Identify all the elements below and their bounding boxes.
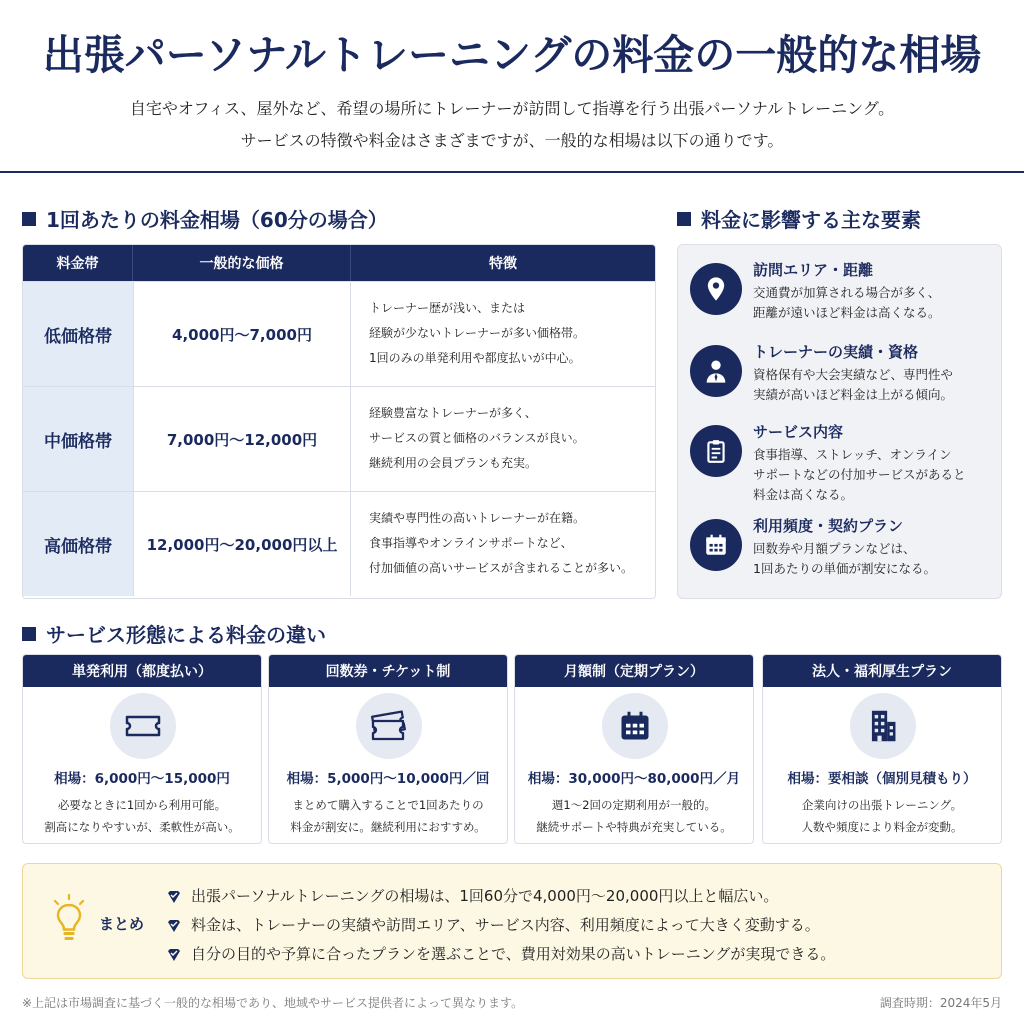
service-section-title: サービス形態による料金の違い	[46, 623, 326, 647]
features-cell	[351, 282, 655, 386]
calendar-icon	[602, 693, 668, 759]
price-section-heading	[22, 204, 388, 233]
feature-line: 食事指導やオンラインサポートなど、	[369, 536, 573, 550]
card-description	[23, 794, 261, 838]
footer-note: ※上記は市場調査に基づく一般的な相場であり、地域やサービス提供者によって異なります。	[22, 996, 524, 1010]
header-divider	[0, 171, 1024, 173]
card-line: まとめて購入することで1回あたりの	[292, 798, 484, 812]
factor-line: 料金は高くなる。	[753, 487, 854, 502]
feature-line: 付加価値の高いサービスが含まれることが多い。	[369, 561, 634, 575]
factor-line: 交通費が加算される場合が多く、	[753, 285, 941, 300]
lightbulb-icon	[51, 894, 87, 950]
column-header: 一般的な価格	[133, 245, 351, 281]
feature-line: 経験豊富なトレーナーが多く、	[369, 406, 537, 420]
factor-line: 回数券や月額プランなどは、	[753, 541, 916, 556]
price-section-title: 1回あたりの料金相場（60分の場合）	[46, 208, 388, 232]
card-line: 企業向けの出張トレーニング。	[801, 798, 963, 812]
column-header: 特徴	[489, 256, 517, 272]
card-price: 相場：5,000円〜10,000円／回	[286, 771, 490, 787]
factor-description	[753, 365, 953, 405]
card-header: 法人・福利厚生プラン	[763, 655, 1001, 687]
card-description	[763, 794, 1001, 838]
check-icon	[167, 919, 181, 933]
summary-box	[22, 863, 1002, 979]
card-description	[269, 794, 507, 838]
factor-title: 訪問エリア・距離	[753, 261, 874, 279]
feature-line: サービスの質と価格のバランスが良い。	[369, 431, 585, 445]
tier-cell: 低価格帯	[23, 282, 133, 386]
table-row	[23, 491, 655, 596]
clipboard-icon	[690, 425, 742, 477]
tickets-icon	[356, 693, 422, 759]
price-cell: 7,000円〜12,000円	[133, 387, 351, 491]
card-line: 必要なときに1回から利用可能。	[57, 798, 227, 812]
summary-point	[167, 940, 835, 969]
page-subtitle-line2: サービスの特徴や料金はさまざまですが、一般的な相場は以下の通りです。	[240, 131, 784, 150]
summary-list	[167, 882, 835, 969]
summary-label: まとめ	[99, 915, 145, 933]
price-cell: 4,000円〜7,000円	[133, 282, 351, 386]
page-subtitle-line1: 自宅やオフィス、屋外など、希望の場所にトレーナーが訪問して指導を行う出張パーソナルトレーニング。	[129, 99, 895, 118]
factor-title: 利用頻度・契約プラン	[753, 517, 904, 535]
table-row	[23, 386, 655, 491]
factor-title: サービス内容	[753, 423, 844, 441]
factor-line: 食事指導、ストレッチ、オンライン	[753, 447, 952, 462]
check-icon	[167, 890, 181, 904]
card-price: 相場：要相談（個別見積もり）	[787, 771, 977, 787]
factor-line: 1回あたりの単価が割安になる。	[753, 561, 936, 576]
factor-line: 資格保有や大会実績など、専門性や	[753, 367, 954, 382]
summary-point-text: 出張パーソナルトレーニングの相場は、1回60分で4,000円〜20,000円以上と幅広い。	[191, 887, 779, 905]
factor-line: 距離が遠いほど料金は高くなる。	[753, 305, 941, 320]
price-table	[22, 244, 656, 599]
tier-cell: 中価格帯	[23, 387, 133, 491]
factor-description	[753, 283, 941, 323]
card-price: 相場：6,000円〜15,000円	[54, 771, 230, 787]
factor-title: トレーナーの実績・資格	[753, 343, 919, 361]
card-header: 単発利用（都度払い）	[23, 655, 261, 687]
factor-line: サポートなどの付加サービスがあると	[753, 467, 966, 482]
feature-line: 実績や専門性の高いトレーナーが在籍。	[369, 511, 586, 525]
card-line: 人数や頻度により料金が変動。	[801, 820, 963, 834]
heading-square-icon	[22, 212, 36, 226]
location-pin-icon	[690, 263, 742, 315]
price-cell: 12,000円〜20,000円以上	[133, 492, 351, 596]
features-cell	[351, 492, 655, 596]
survey-date: 調査時期：2024年5月	[879, 996, 1002, 1010]
page-title: 出張パーソナルトレーニングの料金の一般的な相場	[42, 31, 982, 79]
summary-point-text: 自分の目的や予算に合ったプランを選ぶことで、費用対効果の高いトレーニングが実現できる。	[191, 945, 836, 963]
service-card	[22, 654, 262, 844]
heading-square-icon	[22, 627, 36, 641]
tier-cell: 高価格帯	[23, 492, 133, 596]
table-row	[23, 281, 655, 386]
heading-square-icon	[677, 212, 691, 226]
table-header	[23, 245, 655, 281]
calendar-icon	[690, 519, 742, 571]
card-line: 継続サポートや特典が充実している。	[536, 820, 732, 834]
feature-line: 1回のみの単発利用や都度払いが中心。	[369, 351, 581, 365]
feature-line: トレーナー歴が浅い、または	[369, 301, 526, 315]
factor-line: 実績が高いほど料金は上がる傾向。	[753, 387, 954, 402]
trainer-icon	[690, 345, 742, 397]
card-header: 月額制（定期プラン）	[515, 655, 753, 687]
summary-point-text: 料金は、トレーナーの実績や訪問エリア、サービス内容、利用頻度によって大きく変動する。	[191, 916, 820, 934]
card-header: 回数券・チケット制	[269, 655, 507, 687]
factors-section-heading	[677, 204, 921, 233]
building-icon	[850, 693, 916, 759]
card-line: 週1〜2回の定期利用が一般的。	[551, 798, 717, 812]
feature-line: 継続利用の会員プランも充実。	[369, 456, 538, 470]
card-price: 相場：30,000円〜80,000円／月	[527, 771, 741, 787]
factors-panel	[677, 244, 1002, 599]
factor-description	[753, 445, 966, 505]
factor-description	[753, 539, 936, 579]
features-cell	[351, 387, 655, 491]
service-section-heading	[22, 619, 326, 648]
card-line: 料金が割安に。継続利用におすすめ。	[290, 820, 486, 834]
summary-point	[167, 911, 835, 940]
card-line: 割高になりやすいが、柔軟性が高い。	[44, 820, 240, 834]
feature-line: 経験が少ないトレーナーが多い価格帯。	[369, 326, 586, 340]
service-card	[514, 654, 754, 844]
card-description	[515, 794, 753, 838]
summary-point	[167, 882, 835, 911]
service-card	[762, 654, 1002, 844]
factors-section-title: 料金に影響する主な要素	[701, 208, 921, 232]
service-card	[268, 654, 508, 844]
ticket-icon	[110, 693, 176, 759]
check-icon	[167, 948, 181, 962]
column-header: 料金帯	[23, 245, 133, 281]
